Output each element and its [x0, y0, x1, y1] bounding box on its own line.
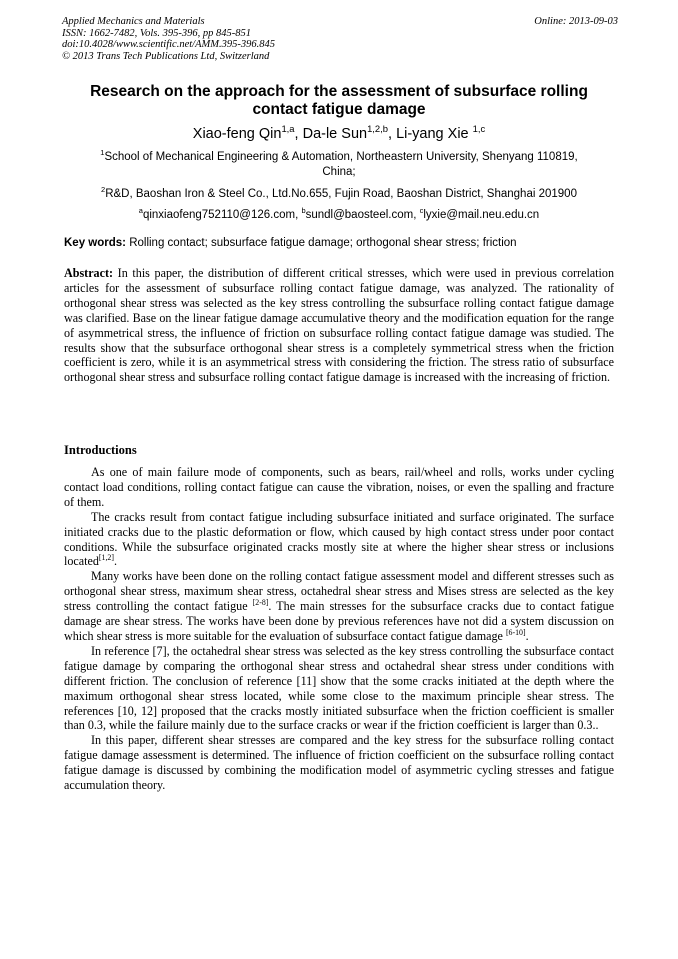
introduction-body [64, 465, 614, 793]
email-mark: c [419, 206, 424, 216]
keywords-text: Rolling contact; subsurface fatigue damage; orthogonal shear stress; friction [126, 237, 517, 249]
author-separator: , [294, 126, 303, 142]
paragraph [64, 465, 614, 510]
paragraph-text: In this paper, different shear stresses are compared and the key stress for the subsurface rolling contact fatigue damage assessment is determined. The influence of friction coefficient on the subsurface rolling contact fatigue damage is discussed by combining the modification model of asymmetric cycling stresses and fatigue accumulation theory. [64, 733, 614, 793]
author-affil-mark: 1,2,b [367, 123, 388, 135]
affil-1-line-2: China; [322, 166, 356, 178]
email-a: qinxiaofeng752110@126.com, [142, 209, 302, 221]
paragraph [64, 733, 614, 793]
author-affil-mark: 1,a [281, 123, 295, 135]
author-emails [64, 208, 614, 223]
email-c: lyxie@mail.neu.edu.cn [423, 209, 540, 221]
affiliation-2 [64, 187, 614, 202]
email-mark: b [301, 206, 306, 216]
author-affil-mark: 1,c [472, 123, 486, 135]
paragraph [64, 644, 614, 733]
paper-title [40, 83, 638, 119]
paragraph-text: . [113, 554, 118, 569]
email-b: sundl@baosteel.com, [305, 209, 420, 221]
section-heading: Introductions [64, 443, 137, 457]
citation: [1,2] [98, 553, 114, 563]
email-mark: a [138, 206, 143, 216]
running-header [62, 16, 618, 62]
author-list [40, 125, 638, 143]
citation: [2-8] [252, 598, 269, 608]
issn-line: ISSN: 1662-7482, Vols. 395-396, pp 845-851 [62, 27, 251, 39]
affil-1-line-1: School of Mechanical Engineering & Automation, Northeastern University, Shenyang 110819, [104, 151, 578, 163]
affil-2-text: R&D, Baoshan Iron & Steel Co., Ltd.No.655, Fujin Road, Baoshan District, Shanghai 201900 [105, 188, 577, 200]
paragraph [64, 569, 614, 644]
title-line-2: contact fatigue damage [252, 101, 426, 118]
paragraph [64, 510, 614, 570]
paragraph-text: . The main stresses for the subsurface cracks due to contact fatigue damage are shear stress. The works have been done by previous references have not did a system discussion on which shear stress is more suitable for the evaluation of subsurface contact fatigue damage [64, 599, 614, 643]
author-name: Da-le Sun [302, 126, 368, 142]
paragraph-text: . [525, 628, 529, 643]
author-separator: , [388, 126, 397, 142]
online-date: Online: 2013-09-03 [534, 16, 618, 27]
keywords [64, 236, 624, 251]
author-name: Xiao-feng Qin [192, 126, 282, 142]
affil-mark: 1 [100, 148, 105, 158]
title-line-1: Research on the approach for the assessment of subsurface rolling [90, 83, 588, 100]
paragraph-text: Many works have been done on the rolling contact fatigue assessment model and different stresses such as orthogonal shear stress, maximum shear stress, octahedral shear stress and Mises stress are selected as the key stress controlling the contact fatigue [64, 569, 614, 614]
doi-line: doi:10.4028/www.scientific.net/AMM.395-396.845 [62, 39, 275, 50]
paragraph-text: In reference [7], the octahedral shear stress was selected as the key stress controlling the subsurface contact fatigue damage by comparing the orthogonal shear stress and octahedral shear stress under conditions with different friction. The conclusion of reference [11] show that the some cracks initiated at the depth where the maximum orthogonal shear stress located, while some close to the maximum principle shear stress. The references [10, 12] proposed that the cracks mostly initiated subsurface when the friction coefficient is smaller than 0.3, while the failure mainly due to the surface cracks or wear if the friction coefficient is larger than 0.3.. [64, 643, 614, 733]
author-name: Li-yang Xie [396, 126, 473, 142]
journal-name: Applied Mechanics and Materials [62, 16, 205, 27]
abstract [64, 266, 614, 385]
paragraph-text: The cracks result from contact fatigue including subsurface initiated and surface originated. The surface initiated cracks due to the plastic deformation or flow, which caused by high contact stress under poor contact conditions. While the subsurface originated cracks mostly site at where the higher shear stress or inclusions located [64, 509, 614, 569]
keywords-label: Key words: [64, 237, 126, 249]
affil-mark: 2 [101, 185, 106, 195]
copyright-line: © 2013 Trans Tech Publications Ltd, Switzerland [62, 50, 270, 62]
abstract-label: Abstract: [64, 266, 114, 280]
citation: [6-10] [505, 627, 526, 637]
paragraph-text: As one of main failure mode of components, such as bears, rail/wheel and rolls, works under cycling contact load conditions, rolling contact fatigue can cause the vibration, noises, or even the spalling and fracture of them. [64, 465, 614, 509]
affiliation-1 [64, 150, 614, 180]
abstract-text: In this paper, the distribution of different critical stresses, which were used in previous correlation articles for the assessment of subsurface rolling contact fatigue damage, was analyzed. The rationality of orthogonal shear stress was selected as the key stress controlling the subsurface rolling contact fatigue damage was clarified. Base on the linear fatigue damage accumulative theory and the modification equation for the range of asymmetrical stress, the influence of friction on subsurface rolling contact fatigue damage was studied. The results show that the subsurface orthogonal shear stress is a completely symmetrical stress when the friction coefficient is zero, while it is an asymmetrical stress with considering the friction. The stress ratio of subsurface orthogonal shear stress and subsurface rolling contact fatigue damage is increased with the increasing of friction. [64, 266, 614, 385]
